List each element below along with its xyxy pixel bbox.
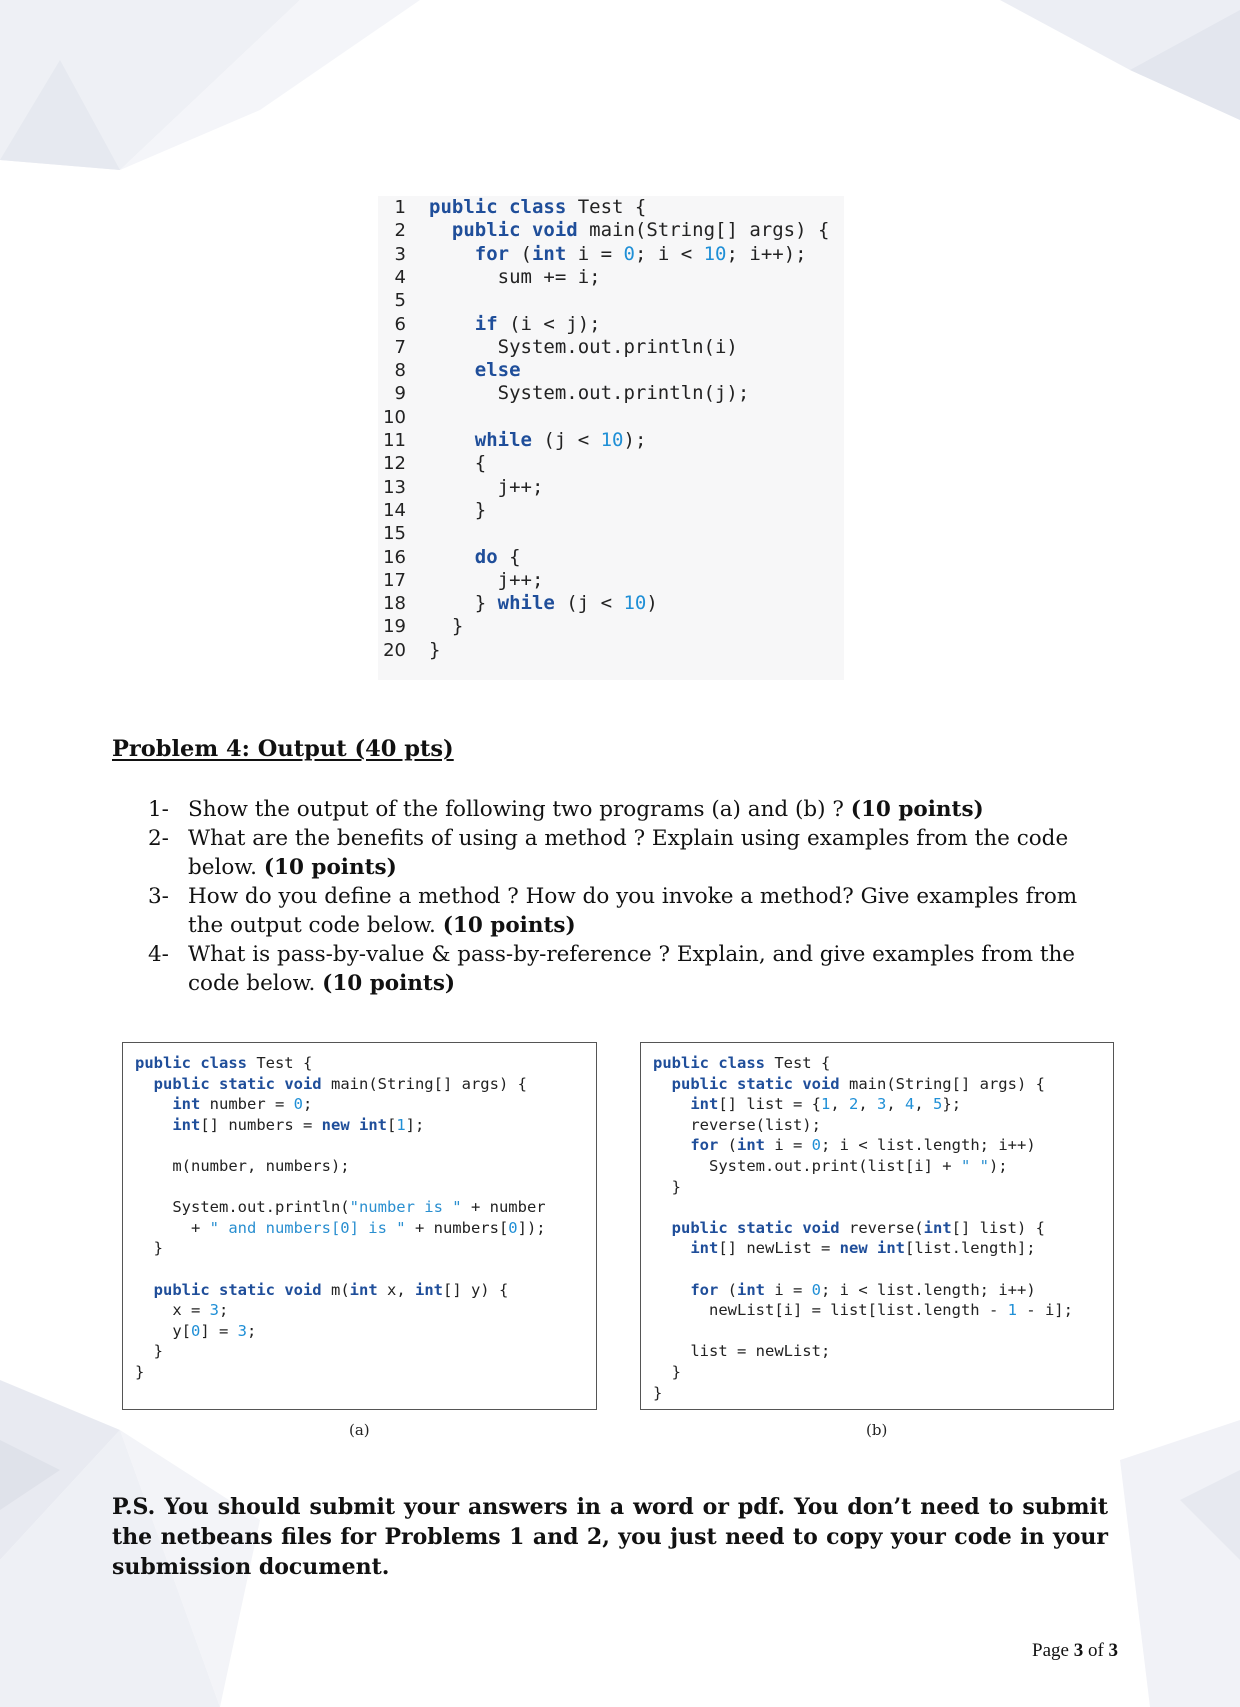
code-text <box>429 476 543 499</box>
code-token: ( <box>509 242 532 265</box>
code-line <box>378 359 521 382</box>
question-points: (10 points) <box>263 855 397 880</box>
line-number: 16 <box>383 546 406 568</box>
code-token <box>653 1219 672 1237</box>
code-token: } <box>429 615 464 638</box>
line-number: 3 <box>394 243 406 265</box>
code-token <box>653 1136 690 1154</box>
question-item <box>148 882 1108 940</box>
code-text <box>429 196 646 219</box>
code-token: 2 <box>849 1095 859 1114</box>
code-line <box>378 265 601 289</box>
code-token: newList[i] = list[list.length - <box>653 1301 1008 1320</box>
code-token: j++; <box>429 475 544 498</box>
code-line <box>378 335 738 359</box>
code-token: ( <box>718 1280 737 1299</box>
code-token: ; i++); <box>726 242 807 265</box>
code-token: 0 <box>811 1136 822 1155</box>
code-token: ; <box>247 1321 257 1340</box>
code-token: 0 <box>508 1218 518 1237</box>
line-number: 13 <box>383 476 406 498</box>
code-token: ]); <box>517 1218 546 1237</box>
program-a-box <box>122 1042 597 1410</box>
line-number: 6 <box>394 313 406 335</box>
page-prefix: Page <box>1032 1640 1074 1661</box>
code-token: + <box>135 1218 210 1237</box>
code-token: public static void <box>153 1074 322 1093</box>
code-line <box>378 289 406 312</box>
code-line <box>135 1094 312 1115</box>
code-token: [ <box>386 1115 397 1134</box>
code-line <box>378 638 441 662</box>
code-text <box>429 266 601 289</box>
code-token: ; i < list.length; i++) <box>821 1280 1036 1299</box>
code-token: y[ <box>135 1321 191 1340</box>
code-token <box>429 359 475 381</box>
question-item <box>148 824 1108 882</box>
code-token: for <box>690 1136 719 1155</box>
code-line <box>653 1238 1036 1259</box>
code-token: public static void <box>671 1074 840 1093</box>
question-number: 3- <box>148 884 169 909</box>
code-token: for <box>474 242 510 265</box>
code-token: ; i < list.length; i++) <box>821 1136 1036 1155</box>
question-number: 2- <box>148 826 169 851</box>
code-token: ; i < <box>634 242 704 265</box>
code-token: ] = <box>200 1321 238 1340</box>
code-line <box>378 382 750 405</box>
code-token: [] y) { <box>442 1280 509 1299</box>
code-token: m(number, numbers); <box>135 1157 350 1175</box>
code-token: { <box>429 452 487 475</box>
program-b-caption: (b) <box>866 1421 888 1439</box>
code-token: "number is " <box>349 1198 462 1217</box>
code-token: [] list) { <box>951 1218 1045 1237</box>
code-token: } <box>653 1383 663 1402</box>
code-token: , <box>830 1095 849 1114</box>
line-number: 19 <box>383 616 406 638</box>
line-number: 12 <box>383 453 406 475</box>
code-token: main(String[] args) { <box>321 1074 527 1093</box>
code-token: public static void <box>671 1218 840 1237</box>
code-token: while <box>497 592 555 615</box>
code-line <box>653 1177 681 1198</box>
code-line <box>653 1156 1008 1177</box>
code-text <box>429 243 807 266</box>
question-text: How do you define a method ? How do you invoke a method? Give examples from the output code below. <box>188 884 1078 938</box>
code-token: x, <box>377 1280 415 1299</box>
code-token: 3 <box>877 1095 887 1114</box>
code-token: 1 <box>820 1095 831 1114</box>
code-line <box>135 1280 508 1301</box>
code-token: ; <box>303 1095 313 1114</box>
line-number: 20 <box>383 639 406 661</box>
code-token: } <box>653 1363 681 1381</box>
question-number: 4- <box>148 942 169 967</box>
question-item <box>148 940 1108 998</box>
code-token <box>135 1075 154 1093</box>
code-text <box>429 546 521 569</box>
line-number: 8 <box>394 360 406 382</box>
code-token: int <box>414 1280 443 1299</box>
code-line <box>653 1383 662 1404</box>
line-number: 9 <box>394 383 406 405</box>
code-token: x = <box>135 1301 210 1320</box>
code-line <box>135 1341 163 1362</box>
code-line <box>378 522 406 545</box>
code-token: (i < j); <box>497 312 601 335</box>
code-token <box>429 313 475 335</box>
code-token: 0 <box>191 1321 201 1340</box>
code-token: 10 <box>600 429 624 451</box>
code-token: [] numbers = <box>200 1115 322 1134</box>
code-token: public static void <box>153 1280 322 1299</box>
code-token: i = <box>566 242 624 265</box>
code-token: [list.length]; <box>904 1239 1036 1258</box>
code-token: int <box>172 1115 201 1134</box>
code-token <box>429 429 475 451</box>
code-token: 0 <box>811 1280 822 1299</box>
code-line <box>653 1341 830 1362</box>
code-token: int <box>737 1280 765 1299</box>
question-points: (10 points) <box>322 971 456 996</box>
code-line <box>135 1053 312 1074</box>
code-line <box>135 1238 163 1259</box>
code-line <box>378 452 487 475</box>
code-line <box>653 1362 681 1383</box>
question-points: (10 points) <box>850 797 984 822</box>
line-number: 15 <box>383 523 406 545</box>
line-number: 10 <box>383 406 406 428</box>
code-token: ( <box>718 1136 737 1155</box>
code-line <box>378 406 406 429</box>
code-line <box>378 568 544 592</box>
code-token: (j < <box>554 592 624 615</box>
code-text <box>429 359 521 382</box>
code-token <box>653 1281 690 1299</box>
code-line <box>653 1094 961 1115</box>
code-token <box>653 1075 672 1093</box>
code-token: } <box>429 592 498 615</box>
line-number: 11 <box>383 430 406 451</box>
line-number: 18 <box>383 593 406 615</box>
code-line <box>135 1074 527 1095</box>
code-line <box>135 1321 256 1342</box>
code-token: 10 <box>623 592 647 615</box>
code-token: if <box>474 312 498 335</box>
code-line <box>378 545 521 569</box>
code-token: }; <box>942 1095 962 1114</box>
code-token: System.out.println(j); <box>429 382 750 405</box>
line-number: 14 <box>383 499 406 521</box>
code-text <box>429 336 738 359</box>
code-token: 0 <box>293 1095 303 1114</box>
code-token: sum += i; <box>429 265 601 288</box>
code-token: } <box>135 1363 145 1381</box>
question-text: What is pass-by-value & pass-by-reference ? Explain, and give examples from the code below. <box>188 942 1076 996</box>
code-text <box>429 615 463 638</box>
code-line <box>135 1156 350 1177</box>
line-number: 4 <box>394 266 406 288</box>
code-token: j++; <box>429 568 544 591</box>
code-line <box>378 615 464 638</box>
question-text: Show the output of the following two programs (a) and (b) ? <box>188 797 851 822</box>
code-token: } <box>135 1239 163 1258</box>
code-token: do <box>474 545 498 568</box>
program-b-box <box>640 1042 1114 1410</box>
code-token: 10 <box>703 242 727 265</box>
code-token: number = <box>200 1095 294 1114</box>
code-token: list = newList; <box>653 1342 831 1361</box>
code-token: 3 <box>209 1301 219 1320</box>
code-token: while <box>474 429 532 451</box>
code-line <box>135 1362 144 1383</box>
code-token: System.out.println( <box>135 1198 350 1217</box>
code-token: 0 <box>623 242 635 265</box>
code-text <box>429 219 829 242</box>
code-token: (j < <box>531 429 601 451</box>
code-token: main(String[] args) { <box>577 219 830 242</box>
code-token: 3 <box>237 1321 248 1340</box>
code-token <box>135 1281 154 1299</box>
code-token: reverse(list); <box>653 1115 821 1134</box>
question-number: 1- <box>148 797 169 822</box>
code-text <box>429 313 601 336</box>
code-line <box>653 1074 1045 1095</box>
code-token: int <box>531 242 567 265</box>
line-number: 7 <box>394 336 406 358</box>
code-token <box>653 1239 690 1257</box>
line-number: 5 <box>394 290 406 312</box>
page-current: 3 <box>1073 1640 1084 1661</box>
code-token: } <box>429 498 487 521</box>
code-line <box>378 196 647 219</box>
code-token: public class <box>135 1054 247 1072</box>
program-a-caption: (a) <box>349 1421 370 1439</box>
code-token: } <box>653 1177 681 1196</box>
line-number: 1 <box>394 197 406 218</box>
code-line <box>653 1218 1045 1239</box>
code-token: ) <box>646 592 658 615</box>
code-token: i = <box>765 1280 812 1299</box>
question-item <box>148 795 1108 824</box>
code-token: main(String[] args) { <box>839 1074 1045 1093</box>
code-token <box>429 219 452 241</box>
code-token: ]; <box>405 1115 425 1134</box>
code-text <box>429 452 486 475</box>
page-of: of <box>1083 1640 1109 1661</box>
code-line <box>653 1115 821 1136</box>
question-points: (10 points) <box>442 913 576 938</box>
code-token <box>135 1095 172 1113</box>
code-token: ); <box>623 429 647 451</box>
code-token: for <box>690 1280 719 1299</box>
code-token: } <box>135 1342 163 1361</box>
code-token: + number <box>461 1198 546 1217</box>
code-line <box>135 1300 228 1321</box>
problem-4-title: Problem 4: Output (40 pts) <box>112 736 454 762</box>
code-line <box>378 242 807 266</box>
code-token: - i]; <box>1016 1301 1073 1320</box>
code-token: 1 <box>396 1115 406 1134</box>
code-token: 5 <box>933 1095 943 1114</box>
code-line <box>135 1218 546 1239</box>
code-token: , <box>858 1095 878 1114</box>
code-text <box>429 499 486 522</box>
code-token: System.out.print(list[i] + <box>653 1157 961 1175</box>
code-text <box>429 569 543 592</box>
code-token: int <box>172 1095 201 1114</box>
code-token: } <box>429 638 441 661</box>
page-number <box>1032 1640 1118 1662</box>
line-number: 2 <box>394 220 406 242</box>
code-token: int <box>737 1136 765 1155</box>
code-line <box>378 429 647 452</box>
code-token: int <box>349 1280 378 1299</box>
code-text <box>429 429 646 452</box>
numbered-code-listing <box>378 196 844 680</box>
code-token: i = <box>765 1136 812 1155</box>
code-token: Test { <box>246 1054 313 1072</box>
code-token: 1 <box>1007 1301 1017 1320</box>
code-token <box>429 243 475 265</box>
code-line <box>653 1280 1036 1301</box>
code-token: 4 <box>905 1095 915 1114</box>
code-token: reverse( <box>839 1218 924 1237</box>
code-token: else <box>474 359 521 382</box>
code-token: " and numbers[0] is " <box>209 1218 406 1237</box>
page-total: 3 <box>1108 1640 1119 1661</box>
code-text <box>429 382 749 405</box>
code-token: System.out.println(i) <box>429 335 738 358</box>
code-text <box>429 639 440 662</box>
code-token: { <box>497 545 521 568</box>
code-token: public class <box>429 196 567 218</box>
code-token: int <box>690 1239 719 1258</box>
code-token <box>135 1116 172 1134</box>
code-line <box>653 1300 1073 1321</box>
code-token: Test { <box>764 1054 831 1072</box>
code-token: new int <box>839 1239 905 1258</box>
code-token: , <box>886 1095 906 1114</box>
code-line <box>378 592 658 615</box>
code-line <box>378 475 544 499</box>
code-token: Test { <box>566 196 647 218</box>
code-token <box>429 546 475 568</box>
code-line <box>653 1135 1036 1156</box>
code-token: int <box>923 1218 952 1237</box>
code-token: int <box>690 1095 719 1114</box>
question-text: What are the benefits of using a method ? Explain using examples from the code below. <box>188 826 1069 880</box>
line-number: 17 <box>383 569 406 591</box>
code-line <box>378 498 487 522</box>
code-token: + numbers[ <box>405 1218 509 1237</box>
code-token: , <box>914 1095 934 1114</box>
question-list <box>148 795 1108 998</box>
code-token: ); <box>988 1157 1008 1175</box>
code-token <box>653 1095 690 1113</box>
code-token: " " <box>960 1157 989 1175</box>
code-token: [] list = { <box>718 1095 821 1114</box>
code-token: [] newList = <box>718 1239 840 1258</box>
code-line <box>378 312 601 336</box>
code-text <box>429 592 658 615</box>
code-token: public class <box>653 1054 765 1072</box>
code-token: public void <box>451 219 578 242</box>
code-line <box>135 1197 546 1218</box>
code-token: m( <box>321 1280 350 1299</box>
code-line <box>653 1053 830 1074</box>
code-line <box>135 1115 424 1136</box>
ps-note: P.S. You should submit your answers in a word or pdf. You don’t need to submit the netbeans files for Problems 1 and 2, you just need to copy your code in your submission document. <box>112 1494 1108 1580</box>
code-token: new int <box>321 1115 387 1134</box>
code-line <box>378 219 830 242</box>
code-token: ; <box>219 1301 229 1320</box>
